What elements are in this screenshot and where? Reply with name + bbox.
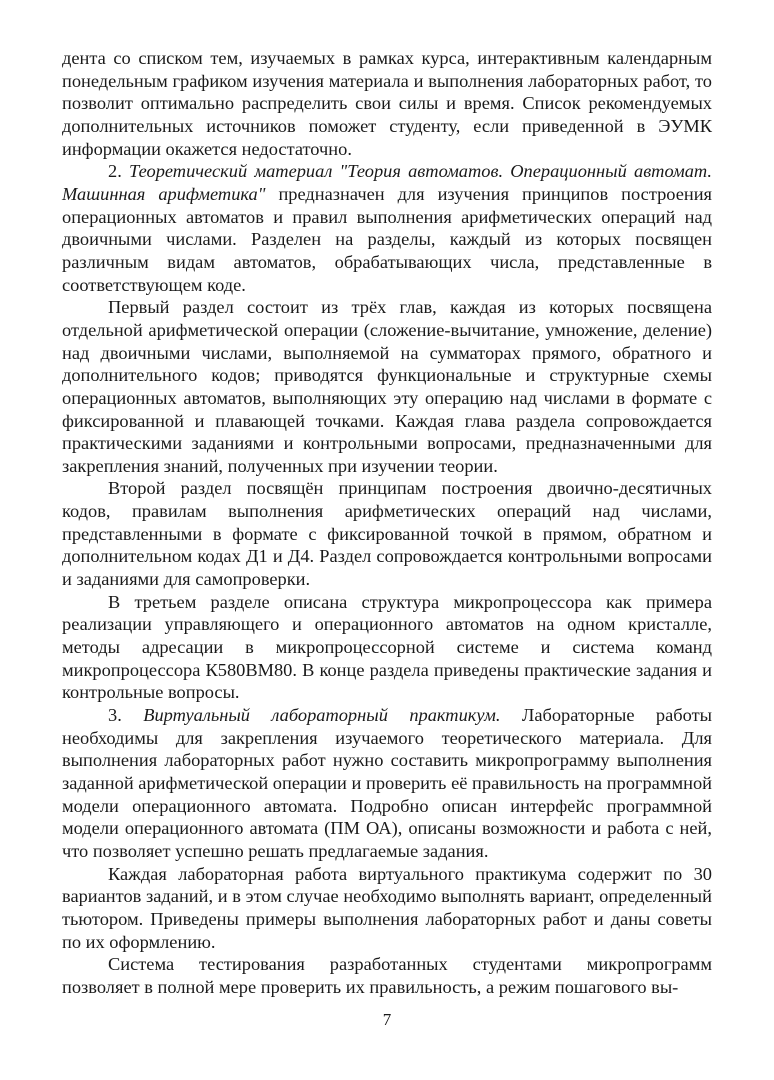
paragraph-1: дента со списком тем, изучаемых в рамках курса, интерактивным календарным понедельным графиком изучения материала и выполнения лабораторных работ, то позволит оптимально распределить свои силы и время. Список рекомендуемых дополнительных источников поможет студенту, если приведенной в ЭУМК информации окажется недостаточно. — [62, 48, 712, 159]
paragraph-6-text: Лабораторные работы необходимы для закрепления изучаемого теоретического материала. Для выполнения лабораторных работ нужно составить микропрограмму выполнения заданной арифметической операции и проверить её правильность на программной модели операционного автомата. Подробно описан интерфейс программной модели операционного автомата (ПМ ОА), описаны возможности и работа с ней, что позволяет успешно решать предлагаемые задания. — [62, 705, 712, 861]
item-number-2: 2. — [108, 161, 122, 182]
paragraph-7: Каждая лабораторная работа виртуального практикума содержит по 30 вариантов заданий, и в этом случае необходимо выполнять вариант, определенный тьютором. Приведены примеры выполнения лабораторных работ и даны советы по их оформлению. — [62, 863, 712, 952]
paragraph-3: Первый раздел состоит из трёх глав, каждая из которых посвящена отдельной арифметической операции (сложение-вычитание, умножение, деление) над двоичными числами, выполняемой на сумматорах прямого, обратного и дополнительного кодов; приводятся функциональные и структурные схемы операционных автоматов, выполняющих эту операцию над числами в формате с фиксированной и плавающей точками. Каждая глава раздела сопровождается практическими заданиями и контрольными вопросами, предназначенными для закрепления знаний, полученных при изучении теории. — [62, 297, 712, 476]
paragraph-5: В третьем разделе описана структура микропроцессора как примера реализации управляющего и операционного автоматов на одном кристалле, методы адресации в микропроцессорной системе и система команд микропроцессора К580ВМ80. В конце раздела приведены практические задания и контрольные вопросы. — [62, 591, 712, 703]
section-title-theory: Теоретический материал "Теория автоматов. Операционный автомат. Машинная арифметика" — [62, 161, 712, 204]
paragraph-8: Система тестирования разработанных студентами микропрограмм позволяет в полной мере проверить их правильность, а режим пошагового вы- — [62, 954, 712, 997]
paragraph-2-text: предназначен для изучения принципов построения операционных автоматов и правил выполнения арифметических операций над двоичными числами. Разделен на разделы, каждый из которых посвящен различным видам автоматов, обрабатывающих числа, представленные в соответствующем коде. — [62, 183, 712, 295]
paragraph-4: Второй раздел посвящён принципам построения двоично-десятичных кодов, правилам выполнения арифметических операций над числами, представленными в формате с фиксированной точкой в прямом, обратном и дополнительном кодах Д1 и Д4. Раздел сопровождается контрольными вопросами и заданиями для самопроверки. — [62, 478, 712, 590]
paragraph-2 — [62, 160, 712, 296]
section-title-lab: Виртуальный лабораторный практикум. — [143, 705, 501, 726]
paragraph-6 — [62, 704, 712, 863]
body-text — [62, 47, 712, 999]
item-number-3: 3. — [108, 705, 122, 726]
page-number: 7 — [382, 1010, 392, 1029]
